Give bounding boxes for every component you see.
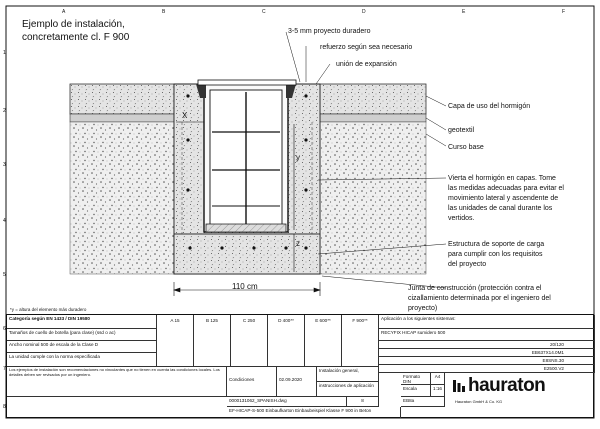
logo-text: hauraton <box>468 375 546 396</box>
note-concrete-2: las medidas adecuadas para evitar el <box>448 185 564 192</box>
tb-file-name: 0000131062_SPANISH.dwg <box>227 397 347 407</box>
dimension-z: z <box>296 239 300 248</box>
frame-number-4: 4 <box>3 218 6 224</box>
frame-number-7: 7 <box>3 366 6 372</box>
tb-scale-label: Escala <box>401 385 431 397</box>
dimension-width: 110 cm <box>232 282 258 291</box>
frame-letter-c: C <box>262 9 266 15</box>
tb-class-e600: E 600** <box>305 315 342 367</box>
frame-letter-a: A <box>62 9 66 15</box>
base-course-right <box>320 122 426 274</box>
channel-unit <box>196 80 296 232</box>
tb-class-b125: B 125 <box>194 315 231 367</box>
dimension-x: X <box>182 111 188 120</box>
tb-row3-label: Ancho nominal 500 de escala de la Clase D <box>7 341 157 353</box>
frame-letter-f: F <box>562 9 566 15</box>
tb-code-4: E2500.V2 <box>379 365 595 373</box>
tb-code-2: EB637X14.0M1 <box>379 349 595 357</box>
frame-number-6: 6 <box>3 326 6 332</box>
frame-number-5: 5 <box>3 272 6 278</box>
tb-drawing-title: EF-HICAP-S-500 Einbaufkarton Einbaubeispiel Klasse F 900 in Beton <box>227 407 401 418</box>
frame-letter-d: D <box>362 9 366 15</box>
tb-sheet-label: EB8a <box>401 397 445 407</box>
note-concrete-4: las unidades de canal durante los <box>448 205 553 212</box>
tb-class-d400: D 400** <box>268 315 305 367</box>
footnote: *y = altura del elemento más duradero <box>10 307 87 312</box>
dimension-y: y <box>296 153 300 162</box>
note-concrete-5: vertidos. <box>448 215 475 222</box>
frame-number-3: 3 <box>3 162 6 168</box>
hauraton-logo <box>453 375 545 397</box>
tb-scale-value: 1:16 <box>431 385 445 397</box>
base-course-left <box>70 122 174 274</box>
geotextile-left <box>70 114 174 122</box>
tb-code-1: 20/120 <box>379 341 595 349</box>
note-support-3: del proyecto <box>448 261 487 268</box>
tb-page-no: 8 <box>347 397 379 407</box>
drawing-title-line2: concretamente cl. F 900 <box>22 32 130 43</box>
tb-row4-label: La unidad cumple con la norma especificada <box>7 353 157 367</box>
note-support-1: Estructura de soporte de carga <box>448 241 545 248</box>
geotextile-right <box>320 114 426 122</box>
tb-class-a15: A 15 <box>157 315 194 367</box>
note-geotextile: geotextil <box>448 127 475 134</box>
tb-category-label: Categoría según EN 1433 / DIN 19580 <box>7 315 157 329</box>
wear-layer-left <box>70 84 174 114</box>
note-construction-3: proyecto) <box>408 305 438 312</box>
wear-layer-right <box>320 84 426 114</box>
note-concrete-1: Vierta el hormigón en capas. Tome <box>448 175 556 182</box>
tb-class-f900: F 900** <box>342 315 379 367</box>
frame-letter-b: B <box>162 9 166 15</box>
tb-class-c250: C 250 <box>231 315 268 367</box>
tb-product-header: Aplicación a los siguientes sistemas: <box>379 315 595 329</box>
frame-number-8: 8 <box>3 404 6 410</box>
note-construction-2: cizallamiento determinada por el ingeniero del <box>408 295 551 302</box>
tb-format-label: Formato DIN <box>401 373 431 385</box>
tb-product-name: RECYFIX HICAP sumidero 500 <box>379 329 595 341</box>
frame-letter-e: E <box>462 9 466 15</box>
note-concrete-3: movimiento lateral y ascendente de <box>448 195 559 202</box>
tb-date: 02.09.2020 <box>277 367 317 397</box>
tb-row2-label: Tamaños de cuello de botella (para clase) (ssd o ac) <box>7 329 157 341</box>
frame-number-2: 2 <box>3 108 6 114</box>
tb-disclaimer: Los ejemplos de instalación son recomendaciones no vinculantes que no tienen en cuenta las condiciones locales. Los detalles deben ser revisados por un ingeniero. <box>7 367 227 397</box>
tb-code-3: E8SNS.30 <box>379 357 595 365</box>
tb-format-value: A4 <box>431 373 445 385</box>
tb-company-address: Hauraton GmbH & Co. KG <box>455 399 503 404</box>
tb-conditions-label: Condiciones <box>227 367 277 397</box>
logo-mark-icon <box>453 380 465 392</box>
note-expansion-joint: unión de expansión <box>336 61 397 68</box>
frame-number-1: 1 <box>3 50 6 56</box>
note-support-2: para cumplir con los requisitos <box>448 251 543 258</box>
note-construction-1: Junta de construcción (protección contra el <box>408 285 542 292</box>
note-wear-layer: Capa de uso del hormigón <box>448 103 531 110</box>
tb-instruction-1: Instalación general, <box>317 367 379 382</box>
title-block <box>6 314 594 418</box>
note-base-course: Curso base <box>448 144 484 151</box>
note-gap: 3-5 mm proyecto duradero <box>288 28 371 35</box>
drawing-title-line1: Ejemplo de instalación, <box>22 19 125 30</box>
tb-instruction-2: instrucciones de aplicación <box>317 382 379 397</box>
note-reinforcement: refuerzo según sea necesario <box>320 44 413 51</box>
